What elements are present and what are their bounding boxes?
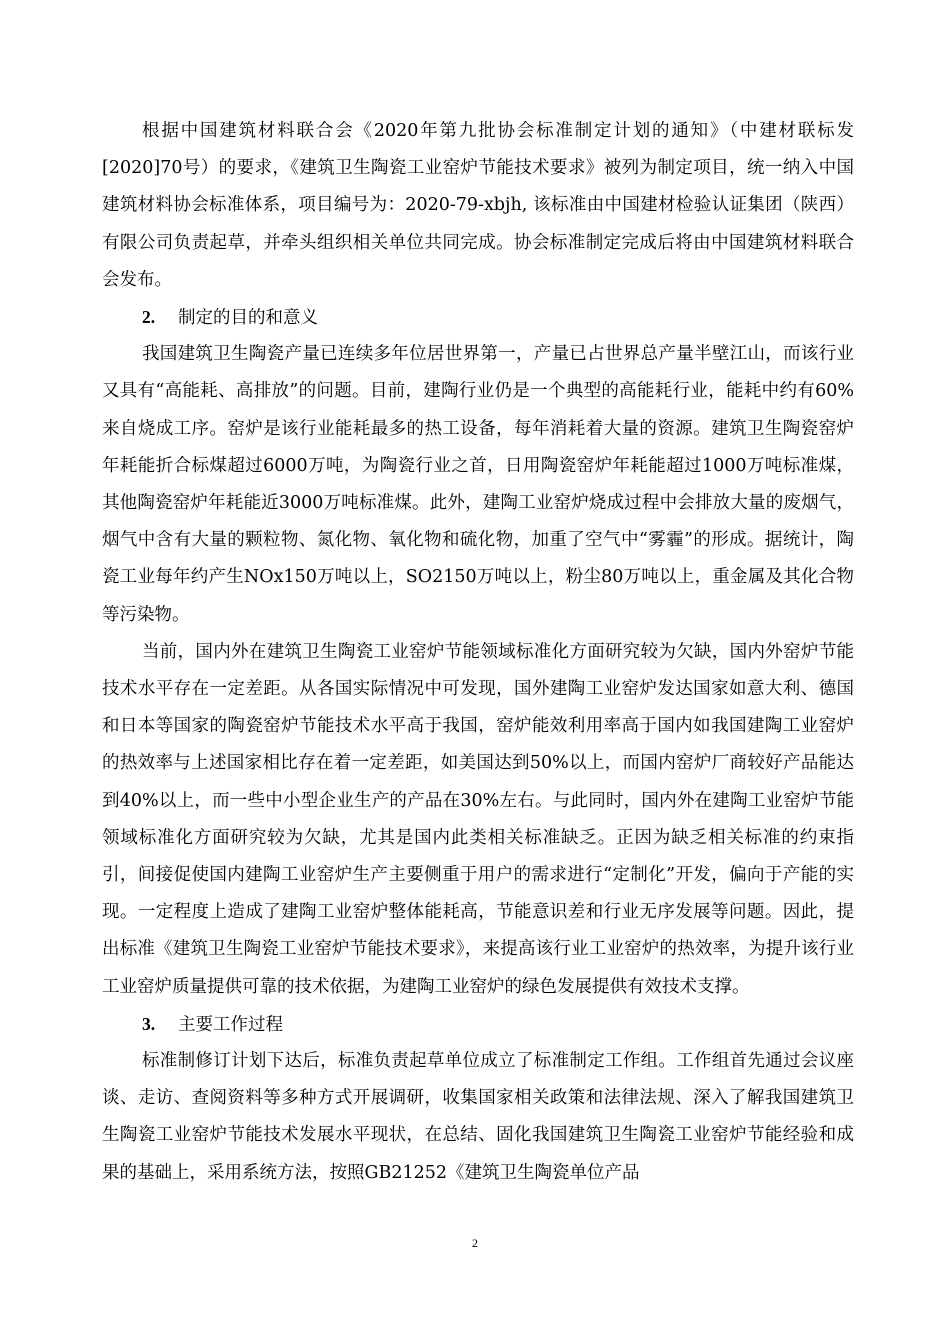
page-body bbox=[102, 113, 854, 1192]
paragraph-intro: 根据中国建筑材料联合会《2020年第九批协会标准制定计划的通知》（中建材联标发[2020]70号）的要求，《建筑卫生陶瓷工业窑炉节能技术要求》被列为制定项目，统一纳入中国建筑材料协会标准体系，项目编号为：2020-79-xbjh, 该标准由中国建材检验认证集团（陕西）有限公司负责起草，并牵头组织相关单位共同完成。协会标准制定完成后将由中国建筑材料联合会发布。 bbox=[102, 121, 854, 290]
section-heading-3 bbox=[102, 1006, 854, 1043]
section-title: 制定的目的和意义 bbox=[178, 308, 318, 329]
section-number: 3. bbox=[142, 1013, 156, 1034]
section-title: 主要工作过程 bbox=[178, 1014, 283, 1035]
paragraph-process-1: 标准制修订计划下达后，标准负责起草单位成立了标准制定工作组。工作组首先通过会议座谈、走访、查阅资料等多种方式开展调研，收集国家相关政策和法律法规、深入了解我国建筑卫生陶瓷工业窑炉节能技术发展水平现状，在总结、固化我国建筑卫生陶瓷工业窑炉节能经验和成果的基础上，采用系统方法，按照GB21252《建筑卫生陶瓷单位产品 bbox=[102, 1051, 854, 1183]
paragraph-purpose-2: 当前，国内外在建筑卫生陶瓷工业窑炉节能领域标准化方面研究较为欠缺，国内外窑炉节能技术水平存在一定差距。从各国实际情况中可发现，国外建陶工业窑炉发达国家如意大利、德国和日本等国家的陶瓷窑炉节能技术水平高于我国，窑炉能效利用率高于国内如我国建陶工业窑炉的热效率与上述国家相比存在着一定差距，如美国达到50%以上，而国内窑炉厂商较好产品能达到40%以上，而一些中小型企业生产的产品在30%左右。与此同时，国内外在建陶工业窑炉节能领域标准化方面研究较为欠缺，尤其是国内此类相关标准缺乏。正因为缺乏相关标准的约束指引，间接促使国内建陶工业窑炉生产主要侧重于用户的需求进行“定制化”开发，偏向于产能的实现。一定程度上造成了建陶工业窑炉整体能耗高，节能意识差和行业无序发展等问题。因此，提出标准《建筑卫生陶瓷工业窑炉节能技术要求》，来提高该行业工业窑炉的热效率，为提升该行业工业窑炉质量提供可靠的技术依据，为建陶工业窑炉的绿色发展提供有效技术支撑。 bbox=[102, 641, 854, 997]
section-number: 2. bbox=[142, 307, 156, 328]
page-number: 2 bbox=[472, 1236, 478, 1250]
paragraph-purpose-1: 我国建筑卫生陶瓷产量已连续多年位居世界第一，产量已占世界总产量半壁江山，而该行业又具有“高能耗、高排放”的问题。目前，建陶行业仍是一个典型的高能耗行业，能耗中约有60%来自烧成工序。窑炉是该行业能耗最多的热工设备，每年消耗着大量的资源。建筑卫生陶瓷窑炉年耗能折合标煤超过6000万吨，为陶瓷行业之首，日用陶瓷窑炉年耗能超过1000万吨标准煤，其他陶瓷窑炉年耗能近3000万吨标准煤。此外，建陶工业窑炉烧成过程中会排放大量的废烟气，烟气中含有大量的颗粒物、氮化物、氧化物和硫化物，加重了空气中“雾霾”的形成。据统计，陶瓷工业每年约产生NOx150万吨以上，SO2150万吨以上，粉尘80万吨以上，重金属及其化合物等污染物。 bbox=[102, 344, 854, 625]
section-heading-2 bbox=[102, 299, 854, 336]
